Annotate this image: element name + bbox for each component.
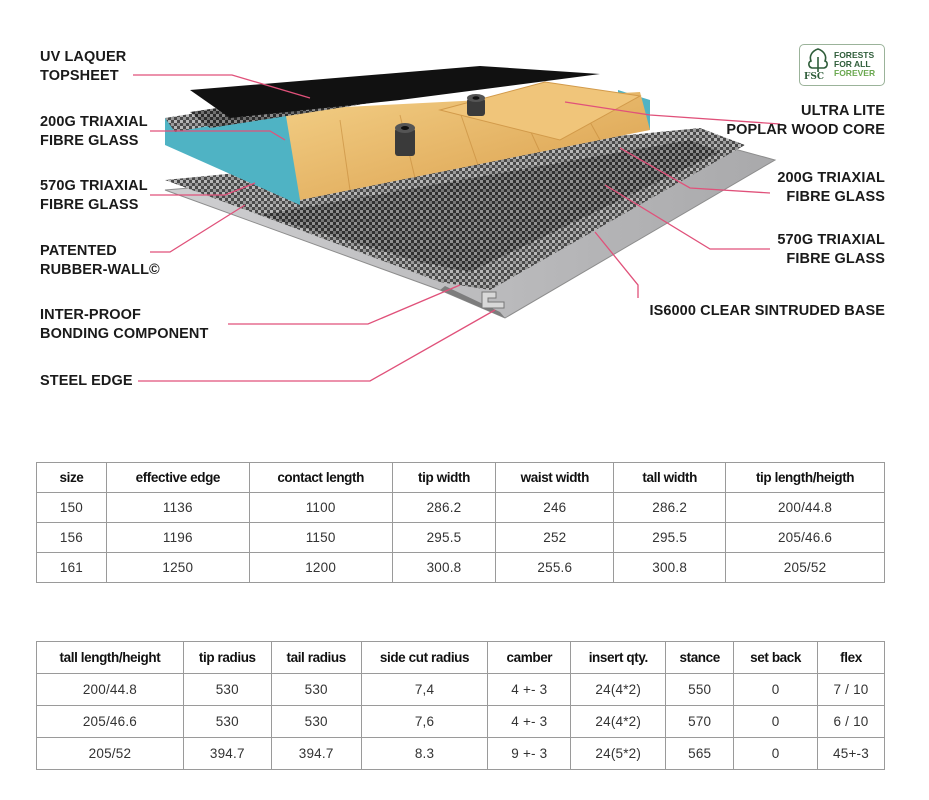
label-line: STEEL EDGE [40, 373, 133, 389]
table-row [37, 674, 885, 706]
table-cell: 0 [734, 674, 818, 706]
table-row [37, 493, 885, 523]
table-cell: 530 [271, 674, 361, 706]
table-cell: 1200 [249, 553, 392, 583]
label-line: BONDING COMPONENT [40, 326, 209, 342]
table-header: flex [818, 642, 885, 674]
label-sintruded-base [649, 302, 885, 321]
table-cell: 0 [734, 706, 818, 738]
table-cell: 8.3 [361, 738, 488, 770]
table-cell: 205/52 [37, 738, 184, 770]
table-cell: 394.7 [183, 738, 271, 770]
table-cell: 7 / 10 [818, 674, 885, 706]
table-header: tall width [614, 463, 726, 493]
fsc-logo [799, 44, 885, 86]
label-200g-triaxial-right [777, 169, 885, 207]
table-cell: 4 +- 3 [488, 706, 571, 738]
table-header: set back [734, 642, 818, 674]
table-cell: 150 [37, 493, 107, 523]
table-header: tip width [392, 463, 496, 493]
table-row [37, 553, 885, 583]
table-cell: 45+-3 [818, 738, 885, 770]
table-cell: 295.5 [392, 523, 496, 553]
label-570g-triaxial-left [40, 177, 148, 215]
table-cell: 550 [666, 674, 734, 706]
label-line: RUBBER-WALL© [40, 262, 160, 278]
table-header-row [37, 642, 885, 674]
fsc-slogan-line: FOREVER [834, 68, 876, 78]
spec-table-dimensions [36, 462, 885, 583]
label-line: UV LAQUER [40, 49, 127, 65]
label-line: TOPSHEET [40, 68, 119, 84]
label-steel-edge [40, 372, 133, 391]
label-200g-triaxial-left [40, 113, 148, 151]
label-line: IS6000 CLEAR SINTRUDED BASE [649, 303, 885, 319]
label-line: INTER-PROOF [40, 307, 141, 323]
label-line: PATENTED [40, 243, 117, 259]
table-cell: 394.7 [271, 738, 361, 770]
label-line: FIBRE GLASS [786, 189, 885, 205]
table-header: contact length [249, 463, 392, 493]
table-row [37, 523, 885, 553]
label-uv-laquer-topsheet [40, 48, 126, 86]
table-row [37, 706, 885, 738]
fsc-slogan [834, 51, 875, 78]
table-cell: 252 [496, 523, 614, 553]
table-cell: 1196 [106, 523, 249, 553]
table-cell: 565 [666, 738, 734, 770]
table-cell: 161 [37, 553, 107, 583]
label-line: 200G TRIAXIAL [40, 114, 148, 130]
table-cell: 7,6 [361, 706, 488, 738]
label-570g-triaxial-right [777, 231, 885, 269]
spec-table-geometry [36, 641, 885, 770]
table-header: waist width [496, 463, 614, 493]
table-header: side cut radius [361, 642, 488, 674]
table-cell: 246 [496, 493, 614, 523]
table-cell: 530 [271, 706, 361, 738]
table-cell: 156 [37, 523, 107, 553]
table-cell: 4 +- 3 [488, 674, 571, 706]
table-cell: 255.6 [496, 553, 614, 583]
table-header: insert qty. [571, 642, 666, 674]
fsc-abbr: FSC [804, 72, 825, 82]
label-line: 200G TRIAXIAL [777, 170, 885, 186]
table-cell: 24(4*2) [571, 706, 666, 738]
table-cell: 530 [183, 674, 271, 706]
fsc-slogan-line: FOR ALL [834, 59, 871, 69]
label-line: 570G TRIAXIAL [40, 178, 148, 194]
table-cell: 205/46.6 [726, 523, 885, 553]
table-header: camber [488, 642, 571, 674]
table-cell: 205/46.6 [37, 706, 184, 738]
fsc-tree-icon [803, 47, 833, 73]
table-cell: 1136 [106, 493, 249, 523]
fsc-slogan-line: FORESTS [834, 50, 875, 60]
table-cell: 24(5*2) [571, 738, 666, 770]
label-line: POPLAR WOOD CORE [726, 122, 885, 138]
table-header: effective edge [106, 463, 249, 493]
table-row [37, 738, 885, 770]
table-header-row [37, 463, 885, 493]
table-header: stance [666, 642, 734, 674]
table-cell: 1250 [106, 553, 249, 583]
table-header: tip radius [183, 642, 271, 674]
table-cell: 6 / 10 [818, 706, 885, 738]
table-header: tail radius [271, 642, 361, 674]
table-header: size [37, 463, 107, 493]
table-cell: 286.2 [614, 493, 726, 523]
table-header: tall length/height [37, 642, 184, 674]
table-cell: 200/44.8 [726, 493, 885, 523]
table-cell: 24(4*2) [571, 674, 666, 706]
label-rubber-wall [40, 242, 160, 280]
table-header: tip length/heigth [726, 463, 885, 493]
label-line: FIBRE GLASS [40, 133, 139, 149]
table-cell: 1150 [249, 523, 392, 553]
label-line: 570G TRIAXIAL [777, 232, 885, 248]
table-cell: 9 +- 3 [488, 738, 571, 770]
table-cell: 570 [666, 706, 734, 738]
label-line: FIBRE GLASS [40, 197, 139, 213]
table-cell: 7,4 [361, 674, 488, 706]
label-line: ULTRA LITE [801, 103, 885, 119]
table-cell: 200/44.8 [37, 674, 184, 706]
table-cell: 286.2 [392, 493, 496, 523]
label-poplar-wood-core [726, 102, 885, 140]
label-line: FIBRE GLASS [786, 251, 885, 267]
label-inter-proof-bonding [40, 306, 208, 344]
table-cell: 205/52 [726, 553, 885, 583]
table-cell: 300.8 [614, 553, 726, 583]
table-cell: 530 [183, 706, 271, 738]
table-cell: 295.5 [614, 523, 726, 553]
table-cell: 0 [734, 738, 818, 770]
table-cell: 300.8 [392, 553, 496, 583]
table-cell: 1100 [249, 493, 392, 523]
